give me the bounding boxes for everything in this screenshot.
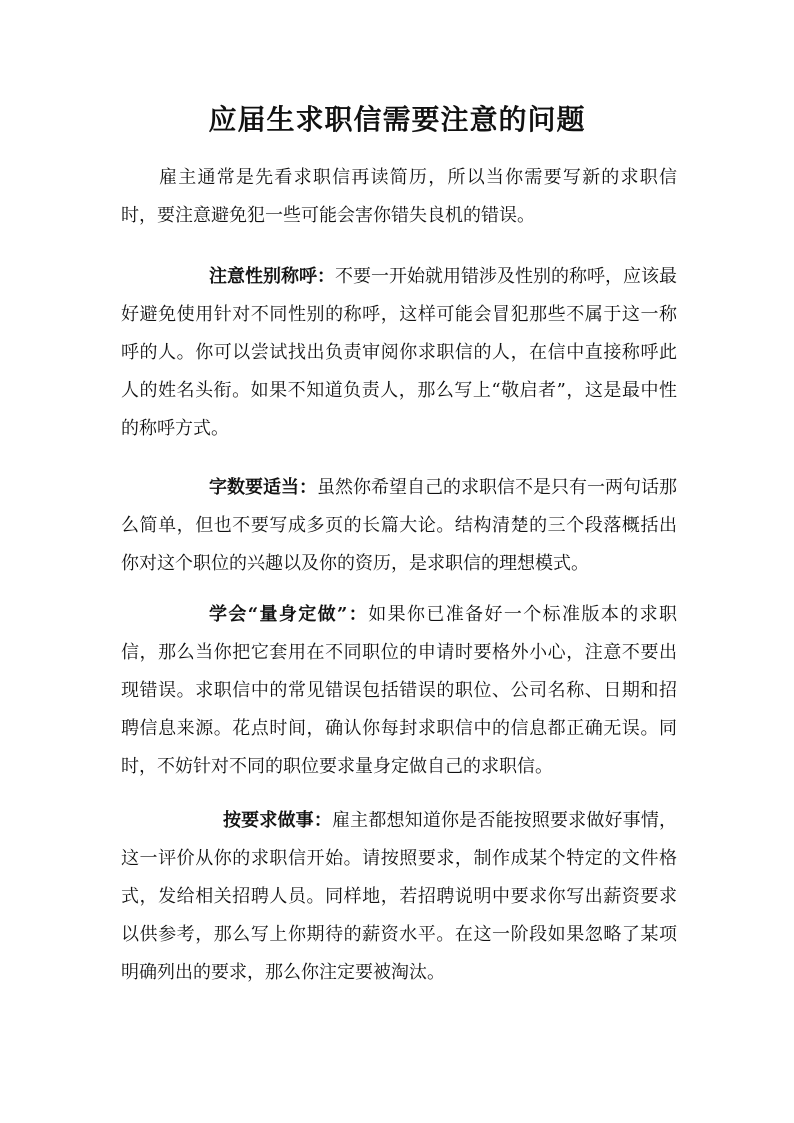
section-label: 按要求做事： bbox=[223, 810, 332, 831]
page-title: 应届生求职信需要注意的问题 bbox=[208, 103, 586, 136]
section-text: 虽然你希望自己的求职信不是只有一两句话那么简单，但也不要写成多页的长篇大论。结构清楚的三个段落概括出你对这个职位的兴趣以及你的资历，是求职信的理想模式。 bbox=[121, 477, 677, 574]
section-text: 雇主都想知道你是否能按照要求做好事情，这一评价从你的求职信开始。请按照要求，制作成某个特定的文件格式，发给相关招聘人员。同样地，若招聘说明中要求你写出薪资要求以供参考，那么写上你期待的薪资水平。在这一阶段如果忽略了某项明确列出的要求，那么你注定要被淘汰。 bbox=[121, 810, 677, 983]
section-word-count bbox=[121, 469, 677, 583]
section-label: 字数要适当： bbox=[209, 477, 317, 498]
section-label: 注意性别称呼： bbox=[209, 266, 335, 287]
section-tailor-made bbox=[121, 596, 677, 786]
intro-paragraph: 雇主通常是先看求职信再读简历，所以当你需要写新的求职信时，要注意避免犯一些可能会害你错失良机的错误。 bbox=[121, 167, 677, 226]
section-follow-requirements bbox=[121, 802, 677, 992]
section-label: 学会“量身定做”： bbox=[209, 604, 369, 625]
section-text: 如果你已准备好一个标准版本的求职信，那么当你把它套用在不同职位的申请时要格外小心，注意不要出现错误。求职信中的常见错误包括错误的职位、公司名称、日期和招聘信息来源。花点时间，确认你每封求职信中的信息都正确无误。同时，不妨针对不同的职位要求量身定做自己的求职信。 bbox=[121, 604, 677, 777]
section-gender-salutation bbox=[121, 258, 677, 448]
section-text: 不要一开始就用错涉及性别的称呼，应该最好避免使用针对不同性别的称呼，这样可能会冒犯那些不属于这一称呼的人。你可以尝试找出负责审阅你求职信的人，在信中直接称呼此人的姓名头衔。如果不知道负责人，那么写上“敬启者”，这是最中性的称呼方式。 bbox=[121, 266, 677, 439]
